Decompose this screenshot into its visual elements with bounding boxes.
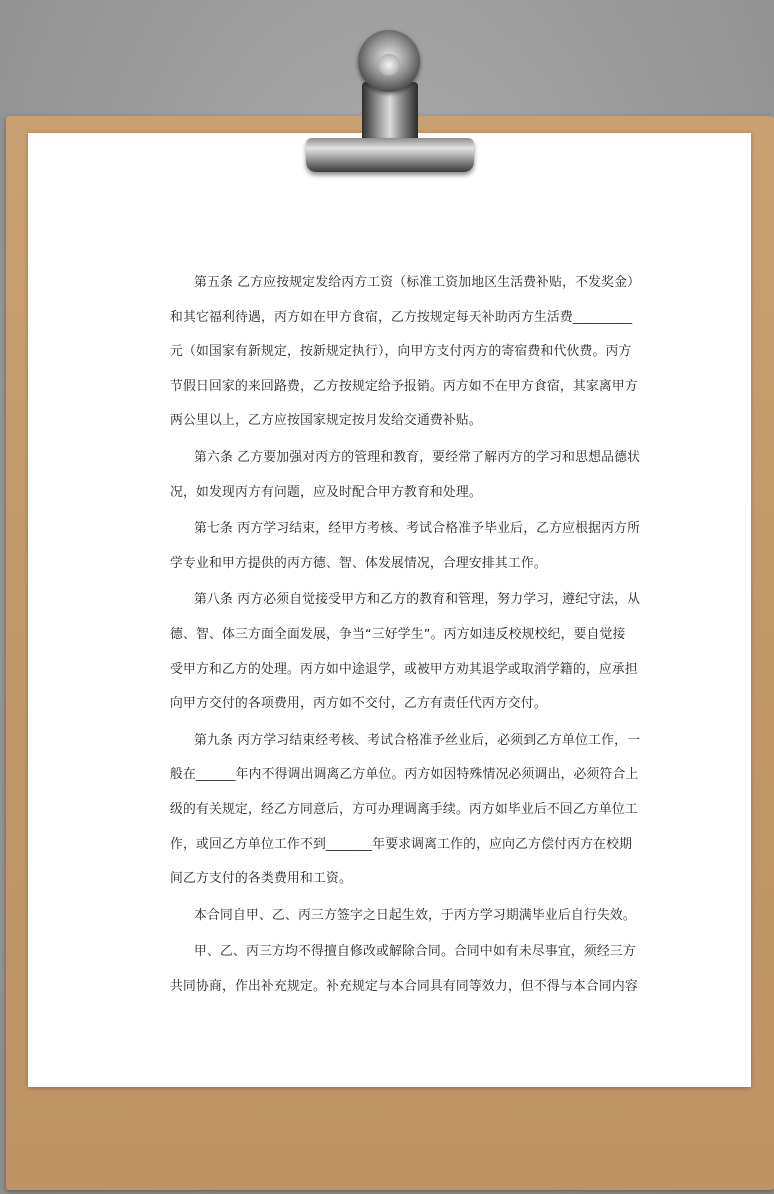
text-line: 元（如国家有新规定，按新规定执行），向甲方支付丙方的寄宿费和代伙费。丙方 (170, 344, 632, 360)
paragraph-article-6 (170, 441, 641, 510)
text-line: 德、智、体三方面全面发展，争当“三好学生”。丙方如违反校规校纪，要自觉接 (170, 626, 626, 642)
text-line: 共同协商，作出补充规定。补充规定与本合同具有同等效力，但不得与本合同内容 (170, 978, 638, 994)
text-line: 间乙方支付的各类费用和工资。 (170, 871, 352, 887)
text-line: 般在______年内不得调出调离乙方单位。丙方如因特殊情况必须调出，必须符合上 (170, 767, 639, 783)
text-line: 第五条 乙方应按规定发给丙方工资（标准工资加地区生活费补贴，不发奖金） (194, 275, 641, 290)
clip-base (306, 138, 474, 172)
paragraph-article-8 (170, 583, 641, 721)
text-line: 节假日回家的来回路费，乙方按规定给予报销。丙方如不在甲方食宿，其家离甲方 (170, 378, 638, 394)
text-line: 和其它福利待遇，丙方如在甲方食宿，乙方按规定每天补助丙方生活费_________ (170, 309, 633, 325)
text-line: 作，或回乙方单位工作不到_______年要求调离工作的，应向乙方偿付丙方在校期 (170, 836, 633, 852)
contract-text (170, 266, 641, 1006)
paragraph-article-7 (170, 512, 641, 581)
paragraph-amendment (170, 935, 638, 1004)
text-line: 第六条 乙方要加强对丙方的管理和教育，要经常了解丙方的学习和思想品德状 (194, 449, 641, 465)
clip-ring-hole (378, 54, 400, 76)
text-line: 本合同自甲、乙、丙三方签字之日起生效，于丙方学习期满毕业后自行失效。 (194, 907, 636, 923)
paragraph-article-5 (170, 266, 641, 439)
text-line: 第九条 丙方学习结束经考核、考试合格准予丝业后，必须到乙方单位工作，一 (194, 732, 641, 748)
text-line: 两公里以上，乙方应按国家规定按月发给交通费补贴。 (170, 413, 482, 429)
text-line: 第八条 丙方必须自觉接受甲方和乙方的教育和管理，努力学习，遵纪守法，从 (194, 592, 641, 608)
text-line: 向甲方交付的各项费用，丙方如不交付，乙方有责任代丙方交付。 (170, 696, 547, 712)
text-line: 级的有关规定，经乙方同意后，方可办理调离手续。丙方如毕业后不回乙方单位工 (170, 801, 638, 817)
text-line: 学专业和甲方提供的丙方德、智、体发展情况，合理安排其工作。 (170, 555, 547, 571)
text-line: 甲、乙、丙三方均不得擅自修改或解除合同。合同中如有未尽事宜，须经三方 (194, 944, 636, 960)
paragraph-article-9 (170, 724, 641, 897)
text-line: 受甲方和乙方的处理。丙方如中途退学，或被甲方劝其退学或取消学籍的，应承担 (170, 661, 638, 677)
text-line: 况，如发现丙方有问题，应及时配合甲方教育和处理。 (170, 484, 482, 500)
text-line: 第七条 丙方学习结束，经甲方考核、考试合格准予毕业后，乙方应根据丙方所 (194, 521, 641, 537)
paragraph-effective-date (170, 899, 636, 934)
